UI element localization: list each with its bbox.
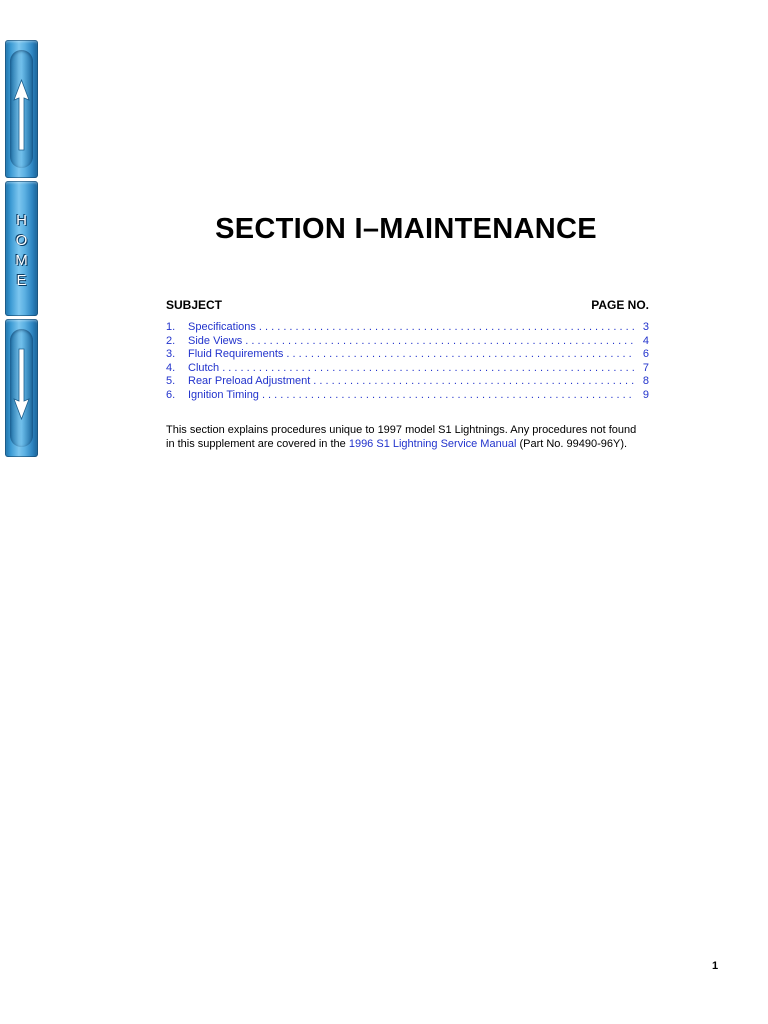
down-arrow-icon — [5, 319, 38, 457]
dot-leader — [245, 335, 635, 349]
up-arrow-icon — [5, 40, 38, 178]
intro-paragraph — [166, 423, 656, 451]
table-of-contents — [166, 297, 649, 403]
page-number: 1 — [712, 960, 719, 972]
toc-item-label: Specifications — [188, 321, 256, 333]
toc-item-specifications[interactable] — [166, 321, 649, 335]
toc-item-label: Rear Preload Adjustment — [188, 375, 311, 388]
toc-item-clutch[interactable] — [166, 362, 649, 376]
toc-item-page: 6 — [642, 348, 649, 361]
dot-leader — [262, 389, 635, 403]
next-page-button[interactable] — [5, 319, 38, 457]
toc-item-label: Fluid Requirements — [188, 348, 284, 361]
toc-item-number: 1. — [166, 321, 176, 333]
previous-page-button[interactable] — [5, 40, 38, 178]
toc-item-ignition-timing[interactable] — [166, 389, 649, 403]
service-manual-link[interactable]: 1996 S1 Lightning Service Manual — [348, 438, 517, 450]
intro-text-after-link: (Part No. 99490-96Y). — [516, 438, 628, 450]
intro-line-1: This section explains procedures unique to 1997 model S1 Lightnings. Any procedures not found — [166, 424, 637, 436]
toc-item-label: Ignition Timing — [188, 388, 259, 401]
toc-list — [166, 321, 649, 403]
dot-leader — [222, 362, 635, 376]
subject-column-header: SUBJECT — [166, 298, 223, 312]
page-title: SECTION I–MAINTENANCE — [215, 213, 597, 245]
dot-leader — [259, 321, 635, 335]
dot-leader — [286, 348, 635, 362]
navigation-strip — [5, 40, 38, 457]
toc-item-number: 2. — [166, 334, 176, 347]
toc-item-page: 8 — [642, 375, 649, 388]
toc-item-fluid-requirements[interactable] — [166, 348, 649, 362]
home-letter-o: O — [15, 232, 28, 249]
toc-item-label: Side Views — [188, 334, 243, 347]
toc-item-page: 4 — [642, 334, 649, 347]
toc-header — [166, 297, 649, 313]
toc-item-label: Clutch — [188, 361, 220, 374]
toc-item-page: 7 — [642, 361, 649, 374]
dot-leader — [313, 375, 635, 389]
intro-text-before-link: in this supplement are covered in the — [166, 438, 349, 450]
page-number-column-header: PAGE NO. — [591, 298, 649, 312]
intro-line-2 — [166, 437, 656, 451]
toc-item-number: 4. — [166, 361, 176, 374]
toc-item-number: 3. — [166, 348, 176, 361]
toc-item-page: 3 — [642, 321, 649, 333]
home-button[interactable] — [5, 181, 38, 316]
home-letter-m: M — [15, 252, 28, 269]
toc-item-number: 5. — [166, 375, 176, 388]
toc-item-number: 6. — [166, 388, 176, 401]
toc-item-side-views[interactable] — [166, 335, 649, 349]
toc-item-rear-preload-adjustment[interactable] — [166, 375, 649, 389]
home-letter-e: E — [16, 272, 27, 289]
toc-item-page: 9 — [642, 388, 649, 401]
home-letter-h: H — [16, 212, 27, 229]
